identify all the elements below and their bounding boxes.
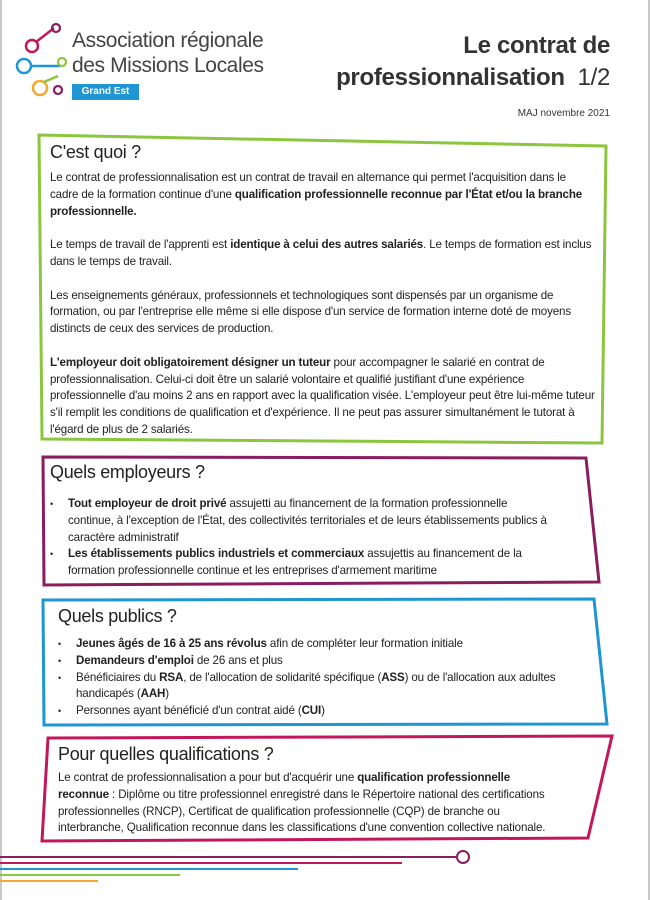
section-what-p2-bold: identique à celui des autres salariés [230,238,424,252]
publics-list [56,636,596,720]
update-date: MAJ novembre 2021 [517,108,610,119]
publics-item-3-text-g: ) [165,687,169,701]
publics-item-3-text-c: , de l'allocation de solidarité spécifique ( [183,670,382,684]
association-logo-icon [14,18,74,108]
publics-item-3-text-e: ) ou de l'allocation aux adultes handicapés ( [76,670,556,701]
publics-item-3-bold-aah: AAH [140,687,166,701]
section-what-p2-text-a: Le temps de travail de l'apprenti est [50,238,231,252]
section-qualifications-body [58,770,558,837]
section-what-p4-bold: L'employeur doit obligatoirement désigner un tuteur [50,355,331,369]
publics-item-3-bold-rsa: RSA [159,670,184,684]
region-badge: Grand Est [72,84,139,100]
publics-item-3-text-a: Bénéficiaires du [76,670,160,684]
section-employers [40,454,602,588]
organization-name-line1: Association régionale [72,29,264,52]
document-title-line2 [290,62,610,94]
employers-list-item [48,496,548,546]
employers-list-item [48,546,548,580]
section-publics-body [56,636,596,720]
publics-item-3-bold-ass: ASS [381,670,405,684]
qualifications-text-c: : Diplôme ou titre professionnel enregistré dans le Répertoire national des certifications professionnelles (RNCP), Certificat de qualification professionnelle (CQP) de branche ou interbranche, Qualification reconnue dans les classifications d'une convention collective nationale. [58,787,546,835]
section-what-paragraph-3: Les enseignements généraux, professionnels et technologiques sont dispensés par un organisme de formation, ou par l'entreprise elle même si elle dispose d'un service de formation interne doté de moyens distincts de ceux des services de production. [50,288,571,336]
publics-list-item [56,670,596,704]
publics-item-2-text: de 26 ans et plus [193,653,283,667]
section-qualifications [40,734,616,844]
section-what-p2-text-c: . Le temps de formation est inclus dans le temps de travail. [50,238,592,268]
employers-list [48,496,548,580]
publics-item-4-text: ) [321,704,325,718]
page-edge-left [0,0,2,900]
publics-list-item [56,653,596,670]
section-qualifications-title: Pour quelles qualifications ? [58,744,274,764]
section-what-p1-bold: qualification professionnelle reconnue par l'État et/ou la branche professionnelle. [50,187,583,218]
publics-item-1-text: afin de compléter leur formation initiale [266,637,463,650]
publics-item-4-text-a: Personnes ayant bénéficié d'un contrat aidé ( [76,704,302,718]
employers-item-1-bold: Tout employeur de droit privé [68,497,227,510]
section-what-p4-text: pour accompagner le salarié en contrat de professionnalisation. Celui-ci doit être un salarié volontaire et qualifié justifiant d'une expérience professionnelle d'au moins 2 ans en rapport avec la qualification visée. L'employeur peut être lui-même tuteur s'il remplit les conditions de qualification et d'expérience. Il ne peut pas assurer simultanément le tutorat à l'égard de plus de 2 salariés. [50,355,595,436]
employers-item-2-bold: Les établissements publics industriels et commerciaux [68,547,365,561]
section-what-paragraph-2 [50,237,596,271]
publics-list-item [56,636,596,653]
qualifications-bold: qualification professionnelle reconnue [58,771,511,801]
publics-list-item [56,703,596,720]
document-title-line1: Le contrat de [463,32,610,59]
section-publics [40,596,610,728]
publics-item-2-bold: Demandeurs d'emploi [76,653,194,667]
document-title-line2-text: professionnalisation [336,64,565,91]
publics-item-1-bold: Jeunes âgés de 16 à 25 ans révolus [76,637,267,650]
employers-item-2-text: assujettis au financement de la formation professionnelle continue et les entreprises d'armement maritime [68,547,522,578]
footer-decoration [0,840,650,900]
footer-circle-icon [457,851,469,863]
qualifications-text-a: Le contrat de professionnalisation a pour but d'acquérir une [58,771,358,784]
page-indicator: 1/2 [577,64,610,91]
section-publics-title: Quels publics ? [58,606,177,626]
organization-name-line2: des Missions Locales [72,54,264,77]
document-title [290,30,610,94]
qualifications-paragraph [58,770,558,837]
employers-item-1-text: assujetti au financement de la formation professionnelle continue, à l'exception de l'État, des collectivités territoriales et de leurs établissements publics à caractère administratif [68,497,547,544]
section-what-paragraph-4 [50,355,596,439]
section-employers-body [48,496,548,580]
section-employers-title: Quels employeurs ? [50,462,205,482]
organization-name [72,28,272,78]
section-what-paragraph-1 [50,170,596,220]
section-what [36,132,610,446]
section-what-body [50,170,596,439]
section-what-title: C'est quoi ? [50,142,141,162]
section-what-p1-text: Le contrat de professionnalisation est un contrat de travail en alternance qui permet l'acquisition dans le cadre de la formation continue d'une [50,171,566,201]
publics-item-4-bold: CUI [301,704,322,718]
